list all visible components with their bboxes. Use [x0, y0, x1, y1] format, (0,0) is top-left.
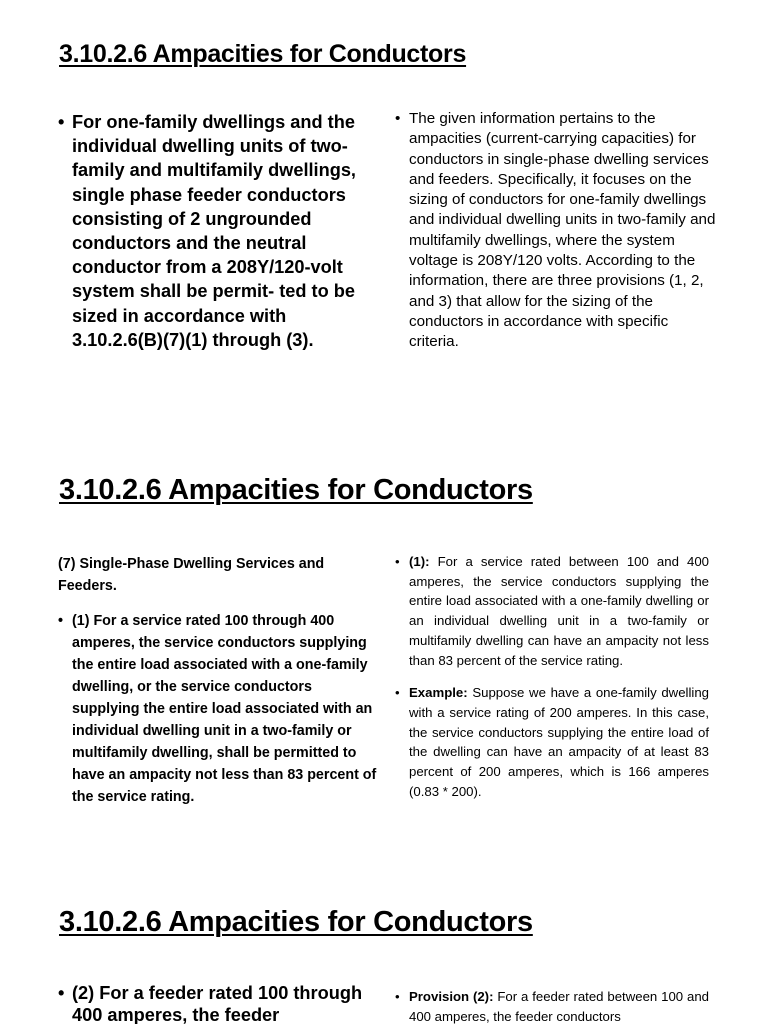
- right-column: [395, 987, 709, 1024]
- right-column: [395, 552, 709, 801]
- bullet-text: For a service rated between 100 and 400 amperes, the service conductors supplying the entire load associated with a one-family dwelling or an individual dwelling unit in a two-family or multifamily dwelling can have an ampacity not less than 83 percent of the service rating.: [409, 554, 709, 668]
- slide-title: 3.10.2.6 Ampacities for Conductors: [59, 40, 467, 68]
- bullet-label: Example:: [409, 685, 468, 701]
- bullet-text: For one-family dwellings and the individual dwelling units of two-family and multifamily dwellings, single phase feeder conductors consisting of 2 ungrounded conductors and the neutral conductor from a 208Y/120-volt system shall be permit- ted to be sized in accordance with 3.10.2.6(B)(7)(1) through (3).: [72, 112, 356, 350]
- bullet-text: For a feeder rated between 100 and 400 amperes, the feeder conductors: [409, 989, 709, 1024]
- bullet-label: Provision (2):: [409, 989, 494, 1004]
- left-column: [58, 553, 378, 808]
- bullet-label: (1):: [409, 554, 430, 569]
- section-heading: (7) Single-Phase Dwelling Services and Feeders.: [58, 556, 325, 594]
- bullet-text: (2) For a feeder rated 100 through 400 amperes, the feeder: [72, 983, 363, 1024]
- bullet-item: [395, 987, 709, 1024]
- slide-3: [0, 880, 768, 1024]
- left-column: [58, 982, 388, 1024]
- bullet-item: [58, 982, 388, 1024]
- bullet-item: [58, 610, 378, 808]
- slide-title: 3.10.2.6 Ampacities for Conductors: [59, 474, 533, 506]
- bullet-text: The given information pertains to the ampacities (current-carrying capacities) for conductors in single-phase dwelling services and feeders. Specifically, it focuses on the sizing of conductors for one-family dwellings and individual dwelling units in two-family and multifamily dwellings, where the system voltage is 208Y/120 volts. According to the information, there are three provisions (1, 2, and 3) that allow for the sizing of the conductors in accordance with specific criteria.: [409, 110, 716, 351]
- slide-title: 3.10.2.6 Ampacities for Conductors: [59, 906, 533, 938]
- bullet-item: [395, 552, 709, 670]
- bullet-text: Suppose we have a one-family dwelling with a service rating of 200 amperes. In this case, the service conductors supplying the entire load of the dwelling can have an ampacity of at least 83 percent of 200 amperes, which is 166 amperes (0.83 * 200).: [409, 685, 709, 799]
- bullet-item: [395, 683, 709, 801]
- bullet-text: (1) For a service rated 100 through 400 amperes, the service conductors supplying the entire load associated with a one-family dwelling, or the service conductors supplying the entire load associated with an individual dwelling unit in a two-family or multifamily dwelling, shall be permitted to have an ampacity not less than 83 percent of the service rating.: [72, 613, 377, 805]
